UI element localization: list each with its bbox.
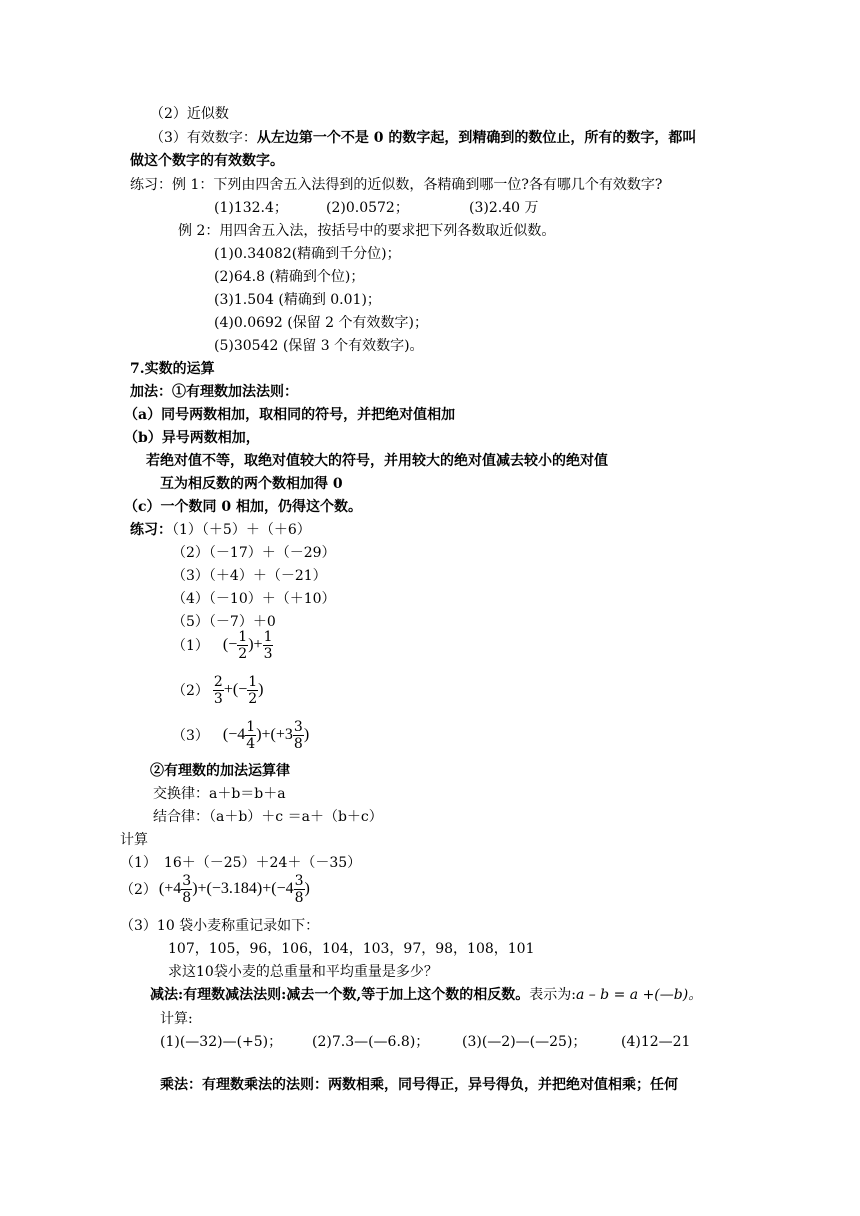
- ex2-item-1: (1)0.34082(精确到千分位)；: [214, 246, 401, 262]
- exercise-example-1: 练习：例 1：下列由四舍五入法得到的近似数，各精确到哪一位?各有哪几个有效数字?: [130, 177, 663, 193]
- ex2-item-4: (4)0.0692 (保留 2 个有效数字)；: [214, 315, 428, 331]
- fraction: $\frac{2}{3}$: [213, 673, 223, 707]
- math-text: )+(+3: [256, 726, 293, 743]
- subtraction-compute-heading: 计算:: [160, 1011, 193, 1027]
- subtraction-expr: a – b = a +(—b)。: [575, 987, 703, 1003]
- fraction: $\frac{1}{2}$: [248, 673, 258, 707]
- addition-exercise-3: （3）（＋4）＋（－21）: [172, 568, 327, 584]
- compute-item-3: （3）10 袋小麦称重记录如下：: [120, 918, 320, 934]
- ex2-item-2: (2)64.8 (精确到个位)；: [214, 269, 365, 285]
- addition-exercise-5: （5）（－7）＋0: [172, 614, 276, 630]
- subtraction-item-2: (2)7.3—(—6.8)；: [312, 1034, 430, 1050]
- fraction-exercise-2: [172, 671, 263, 709]
- fraction-exercise-3: [172, 716, 309, 754]
- math-text: ): [303, 726, 310, 743]
- math-text: ): [258, 681, 264, 698]
- sig-fig-label: （3）有效数字：: [150, 130, 257, 146]
- wheat-weights: 107，105，96，106，104，103，97，98，108，101: [168, 941, 535, 957]
- sig-fig-rule: 从左边第一个不是 0 的数字起，到精确到的数位止，所有的数字，都叫: [256, 130, 697, 146]
- addition-laws-heading: ②有理数的加法运算律: [150, 763, 290, 779]
- math-text: +(−: [223, 681, 248, 698]
- addition-rule-b: （b）异号两数相加，: [124, 430, 260, 446]
- fraction-ex-label: （3）: [172, 728, 209, 744]
- addition-rule-c: （c）一个数同 0 相加，仍得这个数。: [124, 499, 363, 515]
- subtraction-item-4: (4)12—21: [621, 1034, 691, 1050]
- ex1-item-3: (3)2.40 万: [469, 200, 539, 216]
- exercise-item-1: （1）（＋5）＋（＋6）: [172, 522, 311, 538]
- math-text: (−4: [222, 726, 246, 743]
- math-text: (−: [222, 636, 238, 653]
- compute-item-2: [120, 869, 310, 909]
- fraction: $\frac{1}{4}$: [246, 718, 256, 752]
- fraction: $\frac{3}{8}$: [294, 872, 304, 906]
- subtraction-item-3: (3)(—2)—(—25)；: [462, 1034, 587, 1050]
- ex1-item-2: (2)0.0572；: [326, 200, 409, 216]
- section-approx-numbers: （2）近似数: [150, 106, 229, 122]
- compute-item-1: （1） 16＋（－25）＋24＋（－35）: [120, 855, 362, 871]
- sig-fig-rule-cont: 做这个数字的有效数字。: [130, 153, 284, 169]
- ex1-item-1: (1)132.4；: [214, 200, 288, 216]
- ex2-item-3: (3)1.504 (精确到 0.01)；: [214, 292, 381, 308]
- math-text: ): [304, 880, 310, 897]
- addition-exercise-1: [130, 520, 311, 540]
- subtraction-item-1: (1)(—32)—(+5)；: [160, 1034, 283, 1050]
- addition-rule-b-1: 若绝对值不等，取绝对值较大的符号，并用较大的绝对值减去较小的绝对值: [146, 453, 608, 469]
- addition-rule-b-2: 互为相反数的两个数相加得 0: [160, 476, 343, 492]
- commutative-law: 交换律：a＋b＝b＋a: [153, 786, 286, 802]
- fraction: $\frac{1}{2}$: [238, 628, 248, 662]
- math-text: )+: [248, 636, 263, 653]
- significant-figures-def: [150, 128, 696, 148]
- addition-rule-heading: 加法：①有理数加法法则：: [130, 384, 298, 400]
- wheat-question: 求这10袋小麦的总重量和平均重量是多少？: [168, 964, 438, 980]
- addition-exercise-2: （2）（－17）＋（－29）: [172, 545, 336, 561]
- exercise-example-2: 例 2：用四舍五入法，按括号中的要求把下列各数取近似数。: [178, 223, 556, 239]
- fraction-ex-label: （2）: [172, 683, 209, 699]
- fraction-ex-label: （1）: [172, 638, 209, 654]
- compute-label: （2）: [120, 882, 157, 898]
- ex2-item-5: (5)30542 (保留 3 个有效数字)。: [214, 338, 424, 354]
- math-text: (+4: [158, 880, 182, 897]
- fraction: $\frac{3}{8}$: [293, 718, 303, 752]
- section-real-number-ops: 7.实数的运算: [130, 361, 215, 377]
- math-text: )+(−3.184)+(−4: [192, 880, 294, 897]
- subtraction-expr-label: 表示为:: [529, 987, 576, 1003]
- addition-rule-a: （a）同号两数相加，取相同的符号，并把绝对值相加: [124, 407, 456, 423]
- subtraction-rule: [150, 985, 702, 1005]
- associative-law: 结合律：（a＋b）＋c ＝a＋（b＋c）: [153, 809, 383, 825]
- compute-heading: 计算: [120, 832, 148, 848]
- addition-exercise-4: （4）（－10）＋（＋10）: [172, 591, 336, 607]
- fraction-exercise-1: [172, 626, 273, 664]
- multiplication-rule: 乘法：有理数乘法的法则：两数相乘，同号得正，异号得负，并把绝对值相乘；任何: [160, 1077, 678, 1093]
- subtraction-rule-text: 减法:有理数减法法则:减去一个数,等于加上这个数的相反数。: [150, 987, 530, 1003]
- fraction: $\frac{1}{3}$: [263, 628, 273, 662]
- exercise-label: 练习：: [130, 522, 172, 538]
- fraction: $\frac{3}{8}$: [182, 872, 192, 906]
